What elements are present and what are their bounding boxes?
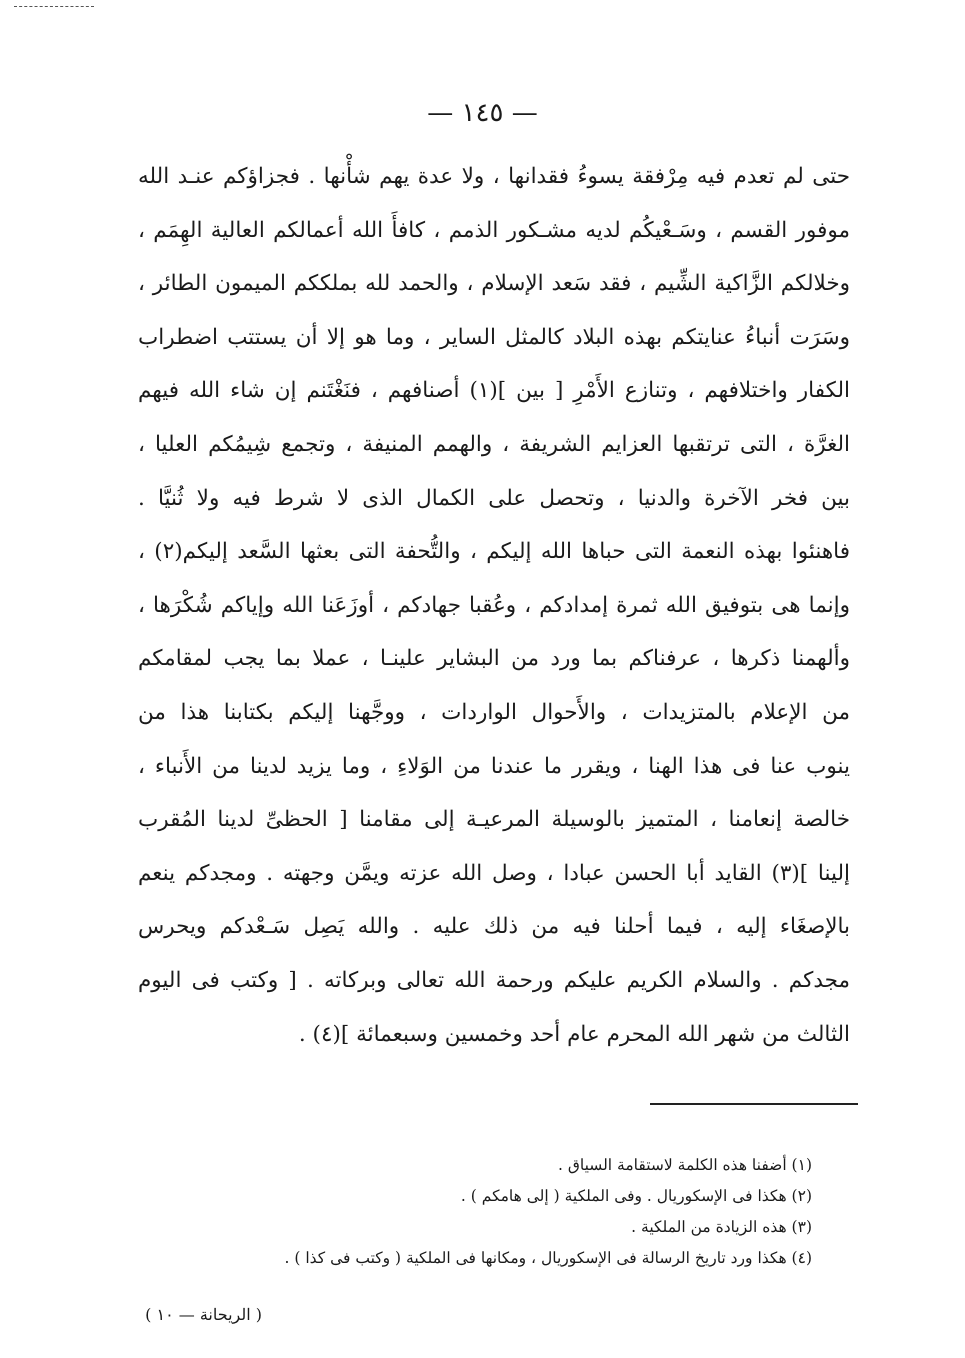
body-line: وسَرَت أنباءُ عنايتكم بهذه البلاد كالمثل الساير ، وما هو إلا أن يستتب اضطراب xyxy=(138,324,850,350)
body-line: من الإعلام بالمتزيدات ، والأَحوال الواردات ، ووجَّهنا إليكم بكتابنا هذا من xyxy=(138,699,850,725)
footnote-separator xyxy=(650,1103,858,1105)
scan-edge-mark xyxy=(14,6,94,7)
body-line: حتى لم تعدم فيه مِرْفقة يسوءُ فقدانها ، ولا عدة يهم شأْنها . فجزاؤكم عنـد الله xyxy=(138,164,850,189)
body-text xyxy=(138,150,850,1061)
body-line: ينوب عنا فى هذا الهنا ، ويقرر ما عندنا من الوَلاءِ ، وما يزيد لدينا من الأَنباء ، xyxy=(138,753,850,779)
body-line-last: الثالث من شهر الله المحرم عام أحد وخمسين وسبعمائة ](٤) . xyxy=(298,1021,850,1047)
book-signature: ( الريحانة — ١٠ ) xyxy=(145,1305,262,1324)
body-line: مجدكم . والسلام الكريم عليكم ورحمة الله تعالى وبركاته . [ وكتب فى اليوم xyxy=(138,967,850,993)
body-line: بالإصغَاء إليه ، فيما أحلنا فيه من ذلك عليه . والله يَصِل سَـعْدكم ويحرس xyxy=(138,914,850,940)
body-line: موفور القسم ، وسَـعْيكُم لديه مشـكور الذمم ، كافأَ الله أعمالكم العالية الهِمَم ، xyxy=(138,217,850,243)
footnote-2: (٢) هكذا فى الإسكوريال . وفى الملكية ( إلى هامكم ) . xyxy=(460,1187,812,1205)
body-line: بين فخر الآخرة والدنيا ، وتحصل على الكمال الذى لا شرط فيه ولا ثُنيَّا . xyxy=(138,485,850,511)
body-line: وألهمنا ذكرها ، عرفناكم بما ورد من البشاير علينـا ، عملا بما يجب لمقامكم xyxy=(138,646,850,672)
body-line: إلينا ](٣) القايد أبا الحسن عبادا ، وصل الله عزته ويمَّن وجهته . ومجدكم ينعم xyxy=(138,860,850,886)
body-line: وإنما هى بتوفيق الله ثمرة إمدادكم ، وعُقبا جهادكم ، أوزَعَنا الله وإياكم شُكْرَها ، xyxy=(138,592,850,618)
footnotes xyxy=(100,1150,812,1274)
footnote-3: (٣) هذه الزيادة من الملكية . xyxy=(631,1218,812,1236)
footnote-1: (١) أضفنا هذه الكلمة لاستقامة السياق . xyxy=(557,1156,812,1174)
footnote-4: (٤) هكذا ورد تاريخ الرسالة فى الإسكوريال ، ومكانها فى الملكية ( وكتب فى كذا ) . xyxy=(284,1249,812,1267)
body-line: الكفار واختلافهم ، وتنازع الأَمْرِ [ بين ](١) أصنافهم ، فنَغْتَنم إن شاء الله فيهم xyxy=(138,378,850,404)
body-line: فاهنئوا بهذه النعمة التى حباها الله إليكم ، والتُّحفة التى بعثها السَّعد إليكم(٢) ، xyxy=(138,539,850,565)
body-line: الغرَّة ، التى ترتقبها العزايم الشريفة ، والهمم المنيفة ، وتجمع شِيمُكم العليا ، xyxy=(138,431,850,457)
body-line: خالصة إنعامنا ، المتميز بالوسيلة المرعيـة إلى مقامنا [ الحظىِّ لدينا المُقرب xyxy=(138,807,850,833)
body-line: وخلالكم الزَّاكية الشِّيم ، فقد سَعد الإسلام ، والحمد لله بملككم الميمون الطائر ، xyxy=(138,271,850,297)
page-number: — ١٤٥ — xyxy=(427,98,538,128)
